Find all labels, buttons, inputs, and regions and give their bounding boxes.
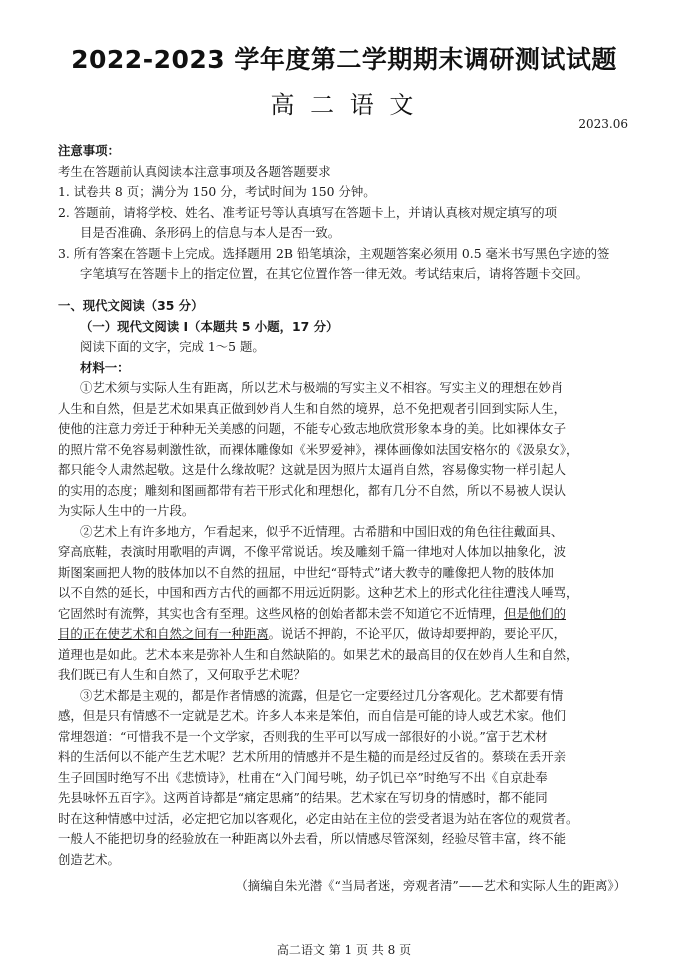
notes-item: 2. 答题前，请将学校、姓名、准考证号等认真填写在答题卡上，并请认真核对规定填写的项 — [58, 204, 557, 220]
paragraph-line: 创造艺术。 — [58, 851, 120, 867]
paragraph-text: 。说话不押韵，不论平仄，做诗却要押韵，要论平仄， — [268, 626, 567, 641]
paragraph-line: 常埋怨道：“可惜我不是一个文学家，否则我的生平可以写成一部很好的小说。”富于艺术材 — [58, 728, 548, 744]
paragraph-line: 先县咏怀五百字》。这两首诗都是“痛定思痛”的结果。艺术家在写切身的情感时，都不能同 — [58, 790, 548, 805]
paragraph-line: 时在这种情感中过活，必定把它加以客观化，必定由站在主位的尝受者退为站在客位的观赏者。 — [58, 810, 579, 826]
underlined-text: 但是他们的 — [504, 605, 567, 621]
paragraph-line: 一般人不能把切身的经验放在一种距离以外去看，所以情感尽管深刻，经验尽管丰富，终不能 — [58, 831, 567, 846]
paragraph-line — [58, 604, 638, 625]
paragraph-line: 的实用的态度；雕刻和图画都带有若干形式化和理想化，都有几分不自然，所以不易被人误认 — [58, 482, 567, 498]
paragraph-line: ③艺术都是主观的，都是作者情感的流露，但是它一定要经过几分客观化。艺术都要有情 — [80, 687, 564, 703]
paragraph-line: 我们既已有人生和自然了，又何取乎艺术呢？ — [58, 667, 306, 682]
notes-block — [58, 141, 638, 285]
instruction: 阅读下面的文字，完成 1～5 题。 — [80, 339, 265, 354]
source-citation: （摘编自朱光潜《“当局者迷，旁观者清”——艺术和实际人生的距离》） — [235, 878, 626, 893]
paragraph-line: 料的生活何以不能产生艺术呢？艺术所用的情感并不是生糙的而是经过反省的。蔡琰在丢开亲 — [58, 749, 567, 764]
paragraph-line: ②艺术上有许多地方，乍看起来，似乎不近情理。古希腊和中国旧戏的角色往往戴面具、 — [80, 523, 564, 539]
paragraph-line: 为实际人生中的一片段。 — [58, 503, 195, 518]
paragraph-text: 它固然时有流弊，其实也含有至理。这些风格的创始者都未尝不知道它不近情理， — [58, 605, 505, 621]
sub-heading: （一）现代文阅读 I（本题共 5 小题，17 分） — [80, 318, 339, 334]
paragraph-line: 斯图案画把人物的肢体加以不自然的扭屈，中世纪“哥特式”诸大教寺的雕像把人物的肢体加 — [58, 564, 554, 580]
section-heading: 一、现代文阅读（35 分） — [58, 298, 204, 313]
paragraph-line: ①艺术须与实际人生有距离，所以艺术与极端的写实主义不相容。写实主义的理想在妙肖 — [80, 380, 564, 395]
paragraph-line — [58, 624, 638, 645]
notes-item: 目是否准确、条形码上的信息与本人是否一致。 — [80, 225, 341, 240]
page-title: 2022-2023 学年度第二学期期末调研测试试题 — [71, 45, 617, 74]
notes-item: 1. 试卷共 8 页；满分为 150 分，考试时间为 150 分钟。 — [58, 184, 376, 199]
section-block — [58, 296, 638, 870]
subject-title: 高 二 语 文 — [270, 91, 418, 119]
paragraph-line: 穿高底鞋，表演时用歌唱的声调，不像平常说话。埃及雕刻千篇一律地对人体加以抽象化，波 — [58, 544, 567, 559]
material-label: 材料一： — [80, 359, 130, 375]
paragraph-line: 生子回国时绝写不出《悲愤诗》，杜甫在“入门闻号咷，幼子饥已卒”时绝写不出《自京赴奉 — [58, 769, 548, 785]
paragraph-line: 的照片常不免容易刺激性欲，而裸体雕像如《米罗爱神》，裸体画像如法国安格尔的《汲泉女》， — [58, 441, 579, 457]
underlined-text: 目的正在使艺术和自然之间有一种距离 — [58, 626, 269, 641]
page-footer: 高二语文 第 1 页 共 8 页 — [276, 943, 412, 957]
paragraph-line: 使他的注意力旁迁于种种无关美感的问题，不能专心致志地欣赏形象本身的美。比如裸体女子 — [58, 421, 567, 436]
paragraph-line: 人生和自然，但是艺术如果真正做到妙肖人生和自然的境界，总不免把观者引回到实际人生， — [58, 400, 567, 416]
notes-item: 字笔填写在答题卡上的指定位置，在其它位置作答一律无效。考试结束后，请将答题卡交回。 — [80, 266, 589, 281]
paragraph-line: 都只能令人肃然起敬。这是什么缘故呢？这就是因为照片太逼肖自然，容易像实物一样引起人 — [58, 462, 567, 477]
notes-intro: 考生在答题前认真阅读本注意事项及各题答题要求 — [58, 163, 331, 179]
notes-heading: 注意事项： — [58, 143, 120, 158]
exam-date: 2023.06 — [578, 117, 628, 131]
paragraph-line: 感，但是只有情感不一定就是艺术。许多人本来是笨伯，而自信是可能的诗人或艺术家。他们 — [58, 708, 567, 723]
paragraph-line: 道理也是如此。艺术本来是弥补人生和自然缺陷的。如果艺术的最高目的仅在妙肖人生和自然， — [58, 646, 579, 662]
paragraph-line: 以不自然的延长，中国和西方古代的画都不用远近阴影。这种艺术上的形式化往往遭浅人唾骂， — [58, 585, 579, 600]
notes-item: 3. 所有答案在答题卡上完成。选择题用 2B 铅笔填涂，主观题答案必须用 0.5 毫米书写黑色字迹的签 — [58, 245, 610, 261]
